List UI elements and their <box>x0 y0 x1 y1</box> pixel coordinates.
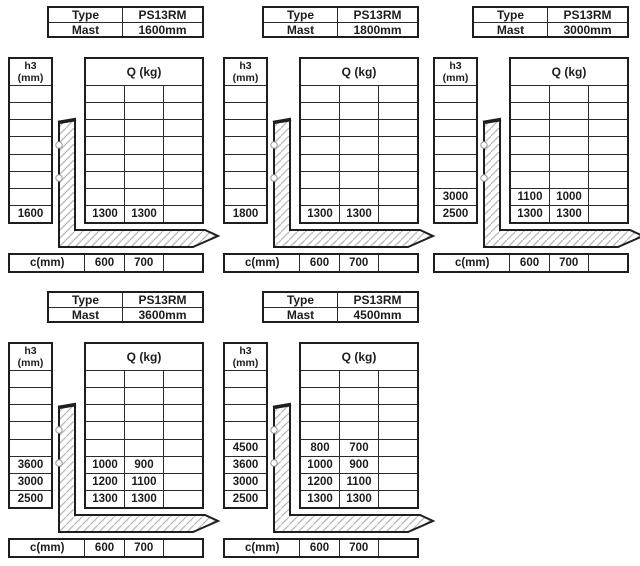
q-header: Q (kg) <box>551 65 587 79</box>
q-cell: 1300 <box>549 206 588 222</box>
fork-hook-icon <box>271 460 277 466</box>
mast-label: Mast <box>264 23 338 37</box>
q-cell: 1300 <box>517 207 543 220</box>
c-table <box>223 538 419 558</box>
fork-hook-icon <box>271 427 277 433</box>
c-value-cell: 600 <box>84 540 123 556</box>
h3-row: 2500 <box>435 205 476 222</box>
h3-row <box>225 370 266 387</box>
c-label: c(mm) <box>454 257 490 269</box>
c-value-cell <box>163 255 202 271</box>
h3-row <box>435 171 476 188</box>
q-cell <box>339 86 378 102</box>
q-row <box>511 85 627 102</box>
q-cell: 1300 <box>339 491 378 507</box>
fork-hook-icon <box>481 175 487 181</box>
h3-row <box>225 102 266 119</box>
q-row <box>86 85 202 102</box>
c-table <box>223 253 419 273</box>
type-row <box>264 8 417 22</box>
h3-row <box>435 119 476 136</box>
q-cell <box>301 86 339 102</box>
q-cell: 1300 <box>124 491 163 507</box>
h3-row <box>225 171 266 188</box>
mast-label: Mast <box>49 308 123 322</box>
h3-row <box>435 85 476 102</box>
mast-value: 1600mm <box>138 23 187 37</box>
fork-hook-icon <box>56 142 62 148</box>
h3-table <box>8 342 53 509</box>
h3-table <box>8 57 53 224</box>
h3-header <box>435 59 476 85</box>
c-table <box>433 253 629 273</box>
h3-row <box>10 439 51 456</box>
mast-value: 4500mm <box>353 308 402 322</box>
q-cell <box>549 86 588 102</box>
q-header: Q (kg) <box>341 350 377 364</box>
c-label: c(mm) <box>244 257 280 269</box>
type-row <box>49 8 202 22</box>
mast-row <box>264 307 417 322</box>
h3-row: 2500 <box>225 490 266 507</box>
h3-row <box>10 171 51 188</box>
mast-row <box>474 22 627 37</box>
fork-hook-icon <box>56 427 62 433</box>
q-cell <box>163 371 202 387</box>
q-cell: 1100 <box>339 474 378 490</box>
q-cell: 1100 <box>124 474 163 490</box>
mast-value: 3600mm <box>138 308 187 322</box>
mast-row <box>49 22 202 37</box>
h3-row: 3000 <box>225 473 266 490</box>
h3-row <box>10 102 51 119</box>
h3-row <box>10 85 51 102</box>
h3-header <box>10 344 51 370</box>
q-cell <box>124 86 163 102</box>
q-row <box>86 370 202 387</box>
h3-header-line1: h3 <box>239 60 252 72</box>
type-mast-table <box>262 6 419 38</box>
h3-row: 4500 <box>225 439 266 456</box>
h3-row: 1600 <box>10 205 51 222</box>
h3-row: 3600 <box>10 456 51 473</box>
q-cell <box>378 86 417 102</box>
mast-label: Mast <box>474 23 548 37</box>
q-cell <box>378 371 417 387</box>
h3-row <box>225 85 266 102</box>
type-mast-table <box>472 6 629 38</box>
c-label: c(mm) <box>29 257 65 269</box>
h3-row <box>10 387 51 404</box>
h3-header-line2: (mm) <box>17 357 44 369</box>
h3-header-line1: h3 <box>239 345 252 357</box>
q-cell: 900 <box>339 457 378 473</box>
h3-header-line2: (mm) <box>232 72 259 84</box>
type-label: Type <box>264 293 338 307</box>
type-mast-table <box>47 291 204 323</box>
h3-table <box>223 342 268 509</box>
fork-hook-icon <box>271 142 277 148</box>
q-cell: 1300 <box>307 207 333 220</box>
h3-row <box>225 119 266 136</box>
mast-label: Mast <box>264 308 338 322</box>
c-value-cell <box>163 540 202 556</box>
h3-header <box>225 59 266 85</box>
fork-body <box>59 119 218 247</box>
fork-body <box>274 404 433 532</box>
fork-illustration-icon <box>265 112 437 254</box>
c-label: c(mm) <box>244 542 280 554</box>
fork-illustration-icon <box>50 397 222 539</box>
c-label: c(mm) <box>29 542 65 554</box>
h3-row <box>10 370 51 387</box>
h3-row <box>225 404 266 421</box>
h3-row <box>10 188 51 205</box>
c-value-cell: 600 <box>299 255 338 271</box>
h3-row: 1800 <box>225 205 266 222</box>
q-row <box>301 370 417 387</box>
q-cell <box>588 86 627 102</box>
h3-row: 2500 <box>10 490 51 507</box>
c-value-cell <box>378 255 417 271</box>
q-cell: 1000 <box>92 458 118 471</box>
h3-row <box>10 154 51 171</box>
q-cell <box>339 371 378 387</box>
type-mast-table <box>262 291 419 323</box>
mast-value: 3000mm <box>563 23 612 37</box>
h3-header <box>225 344 266 370</box>
h3-row <box>435 102 476 119</box>
q-cell <box>86 371 124 387</box>
q-header: Q (kg) <box>341 65 377 79</box>
h3-table <box>433 57 478 224</box>
h3-header-line1: h3 <box>24 60 37 72</box>
h3-rows <box>225 370 266 507</box>
c-value-cell: 600 <box>509 255 548 271</box>
q-cell: 700 <box>339 440 378 456</box>
fork-body <box>274 119 433 247</box>
h3-row <box>435 154 476 171</box>
q-cell: 1200 <box>92 475 118 488</box>
mast-label: Mast <box>49 23 123 37</box>
h3-row <box>225 154 266 171</box>
fork-body <box>59 404 218 532</box>
type-label: Type <box>474 8 548 22</box>
type-row <box>264 293 417 307</box>
h3-header <box>10 59 51 85</box>
q-cell: 1200 <box>307 475 333 488</box>
h3-header-line2: (mm) <box>232 357 259 369</box>
q-cell <box>301 371 339 387</box>
h3-row <box>225 387 266 404</box>
h3-row: 3600 <box>225 456 266 473</box>
type-value: PS13RM <box>138 293 187 307</box>
h3-header-line2: (mm) <box>17 72 44 84</box>
type-value: PS13RM <box>138 8 187 22</box>
h3-header-line1: h3 <box>24 345 37 357</box>
type-row <box>49 293 202 307</box>
h3-rows <box>10 85 51 222</box>
c-value-cell: 600 <box>299 540 338 556</box>
h3-row <box>10 404 51 421</box>
h3-row <box>225 136 266 153</box>
fork-hook-icon <box>56 460 62 466</box>
fork-hook-icon <box>56 175 62 181</box>
capacity-panel-mast-3600mm <box>0 285 215 566</box>
q-header: Q (kg) <box>126 350 162 364</box>
capacity-panel-mast-1800mm <box>215 0 430 281</box>
capacity-panel-mast-3000mm <box>425 0 640 281</box>
mast-row <box>49 307 202 322</box>
q-cell <box>86 86 124 102</box>
c-value-cell: 700 <box>339 255 378 271</box>
h3-row <box>10 421 51 438</box>
c-table <box>8 253 204 273</box>
q-cell: 1300 <box>307 492 333 505</box>
h3-header-line2: (mm) <box>442 72 469 84</box>
fork-hook-icon <box>271 175 277 181</box>
h3-table <box>223 57 268 224</box>
fork-illustration-icon <box>50 112 222 254</box>
q-cell: 900 <box>124 457 163 473</box>
type-mast-table <box>47 6 204 38</box>
q-cell: 1000 <box>307 458 333 471</box>
fork-illustration-icon <box>265 397 437 539</box>
h3-row <box>435 136 476 153</box>
q-cell: 1300 <box>339 206 378 222</box>
type-label: Type <box>264 8 338 22</box>
q-cell: 1300 <box>92 207 118 220</box>
type-label: Type <box>49 293 123 307</box>
c-value-cell: 700 <box>124 255 163 271</box>
q-cell <box>124 371 163 387</box>
h3-rows <box>435 85 476 222</box>
c-value-cell: 700 <box>339 540 378 556</box>
h3-header-line1: h3 <box>449 60 462 72</box>
mast-row <box>264 22 417 37</box>
q-cell: 800 <box>310 441 330 454</box>
fork-body <box>484 119 640 247</box>
type-value: PS13RM <box>353 293 402 307</box>
q-cell: 1300 <box>92 492 118 505</box>
fork-hook-icon <box>481 142 487 148</box>
q-cell: 1000 <box>549 189 588 205</box>
h3-row: 3000 <box>435 188 476 205</box>
h3-row <box>10 119 51 136</box>
q-cell: 1100 <box>517 190 543 203</box>
h3-row: 3000 <box>10 473 51 490</box>
q-cell <box>163 86 202 102</box>
capacity-panel-mast-4500mm <box>215 285 430 566</box>
c-table <box>8 538 204 558</box>
fork-illustration-icon <box>475 112 640 254</box>
h3-row <box>225 188 266 205</box>
h3-rows <box>225 85 266 222</box>
c-value-cell <box>588 255 627 271</box>
type-value: PS13RM <box>353 8 402 22</box>
capacity-panel-mast-1600mm <box>0 0 215 281</box>
c-value-cell <box>378 540 417 556</box>
c-value-cell: 600 <box>84 255 123 271</box>
q-cell: 1300 <box>124 206 163 222</box>
type-label: Type <box>49 8 123 22</box>
c-value-cell: 700 <box>549 255 588 271</box>
q-row <box>301 85 417 102</box>
q-header: Q (kg) <box>126 65 162 79</box>
type-value: PS13RM <box>563 8 612 22</box>
h3-row <box>10 136 51 153</box>
h3-row <box>225 421 266 438</box>
h3-rows <box>10 370 51 507</box>
c-value-cell: 700 <box>124 540 163 556</box>
mast-value: 1800mm <box>353 23 402 37</box>
q-cell <box>511 86 549 102</box>
type-row <box>474 8 627 22</box>
